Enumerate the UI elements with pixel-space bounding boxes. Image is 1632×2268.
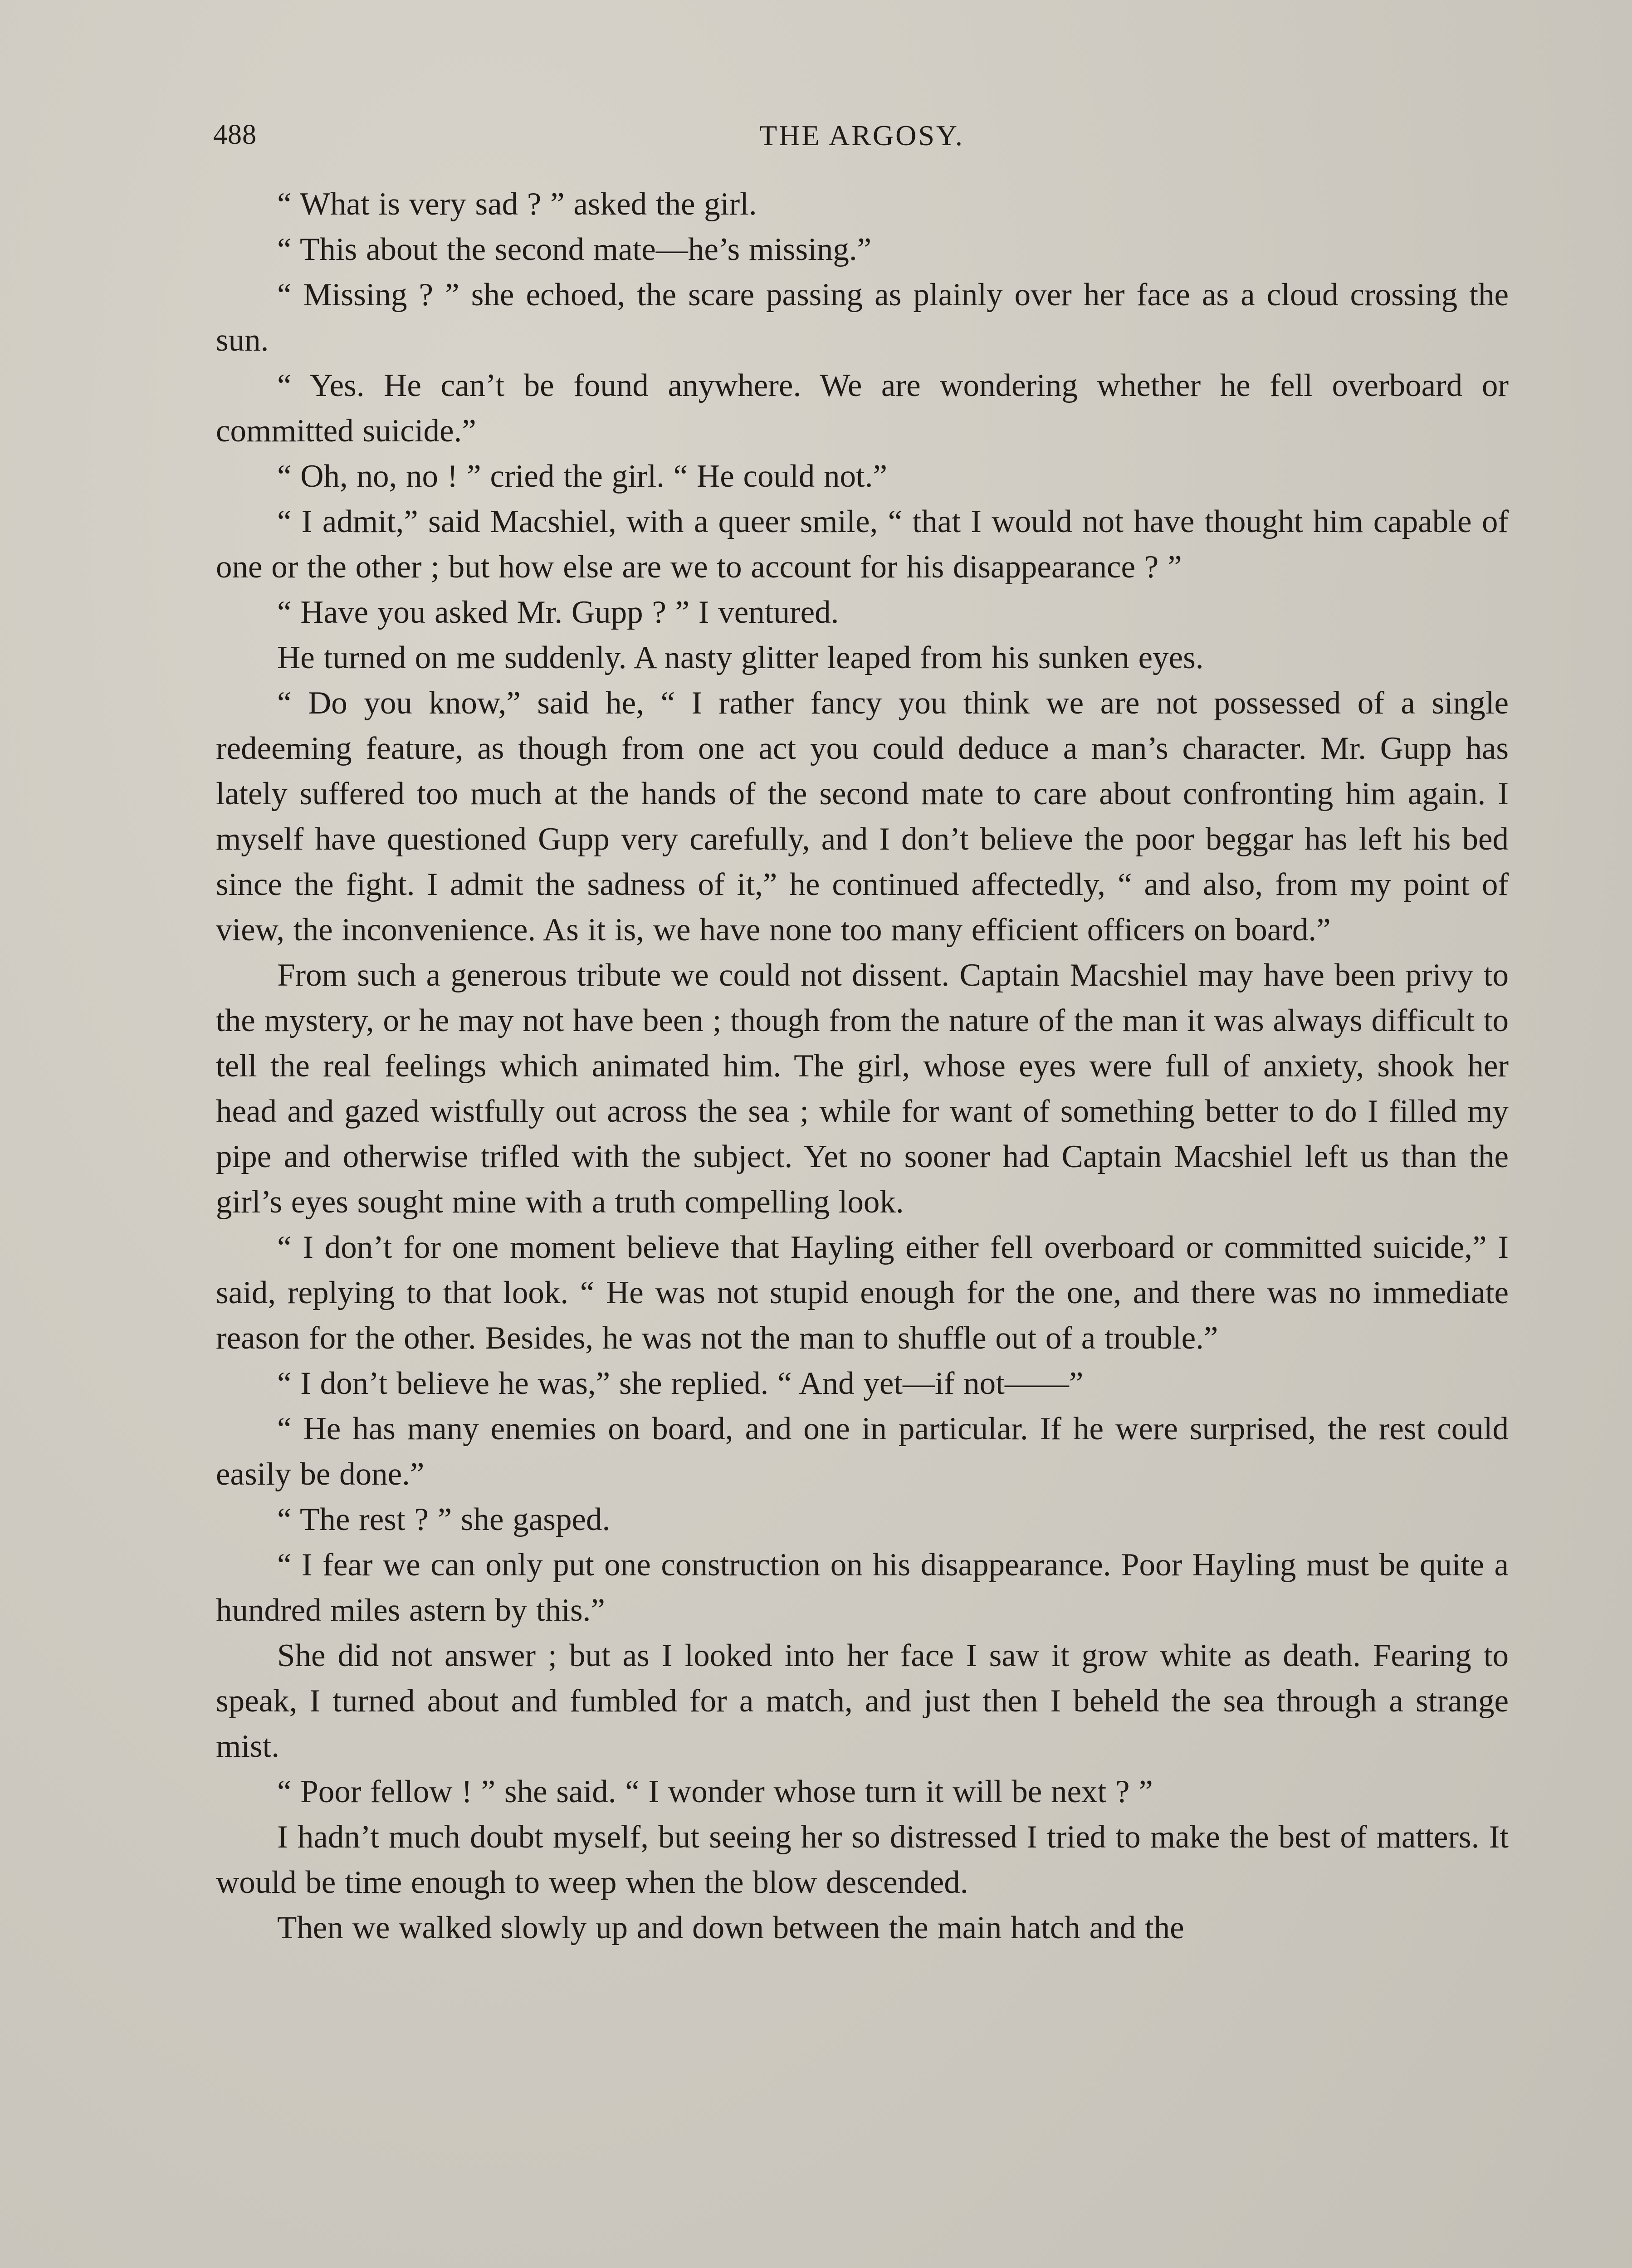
paragraph: “ Poor fellow ! ” she said. “ I wonder whose turn it will be next ? ” — [277, 1774, 1153, 1809]
paragraph: “ Do you know,” said he, “ I rather fancy you think we are not possessed of a single redeeming feature, as though from one act you could deduce a man’s character. Mr. Gupp has lately suffered too much at the hands of the second mate to care about confronting him again. I myself have questioned Gupp very carefully, and I don’t believe the poor beggar has left his bed since the fight. I admit the sadness of it,” he continued affectedly, “ and also, from my point of view, the inconvenience. As it is, we have none too many efficient officers on board.” — [216, 685, 1509, 948]
paragraph: “ Have you asked Mr. Gupp ? ” I ventured. — [277, 595, 839, 630]
paragraph: “ I don’t for one moment believe that Hayling either fell overboard or committed suicide,” I said, replying to that look. “ He was not stupid enough for the one, and there was no immediate reason for the other. Besides, he was not the man to shuffle out of a trouble.” — [216, 1230, 1509, 1356]
paragraph: “ I don’t believe he was,” she replied. “ And yet—if not——” — [277, 1366, 1084, 1401]
paragraph: I hadn’t much doubt myself, but seeing her so distressed I tried to make the best of matters. It would be time enough to weep when the blow descended. — [216, 1819, 1509, 1900]
paragraph: “ This about the second mate—he’s missing.” — [277, 232, 872, 267]
page-header — [213, 119, 1510, 160]
paragraph: “ I fear we can only put one construction on his disappearance. Poor Hayling must be quite a hundred miles astern by this.” — [216, 1547, 1509, 1628]
paragraph: From such a generous tribute we could not dissent. Captain Macshiel may have been privy to the mystery, or he may not have been ; though from the nature of the man it was always difficult to tell the real feelings which animated him. The girl, whose eyes were full of anxiety, shook her head and gazed wistfully out across the sea ; while for want of something better to do I filled my pipe and otherwise trifled with the subject. Yet no sooner had Captain Macshiel left us than the girl’s eyes sought mine with a truth compelling look. — [216, 958, 1509, 1220]
paragraph: She did not answer ; but as I looked into her face I saw it grow white as death. Fearing to speak, I turned about and fumbled for a match, and just then I beheld the sea through a strange mist. — [216, 1638, 1509, 1764]
paragraph: “ What is very sad ? ” asked the girl. — [277, 186, 757, 222]
body-text — [216, 181, 1509, 1950]
paragraph: He turned on me suddenly. A nasty glitter leaped from his sunken eyes. — [277, 640, 1204, 675]
paragraph: Then we walked slowly up and down between the main hatch and the — [277, 1910, 1184, 1945]
paragraph: “ He has many enemies on board, and one in particular. If he were surprised, the rest could easily be done.” — [216, 1411, 1509, 1492]
paragraph: “ The rest ? ” she gasped. — [277, 1502, 611, 1537]
paragraph: “ I admit,” said Macshiel, with a queer smile, “ that I would not have thought him capable of one or the other ; but how else are we to account for his disappearance ? ” — [216, 504, 1509, 585]
running-head: THE ARGOSY. — [759, 119, 964, 152]
paragraph: “ Missing ? ” she echoed, the scare passing as plainly over her face as a cloud crossing the sun. — [216, 277, 1509, 358]
page-number: 488 — [213, 119, 257, 150]
paragraph: “ Oh, no, no ! ” cried the girl. “ He could not.” — [277, 459, 887, 494]
paragraph: “ Yes. He can’t be found anywhere. We are wondering whether he fell overboard or committed suicide.” — [216, 368, 1509, 449]
